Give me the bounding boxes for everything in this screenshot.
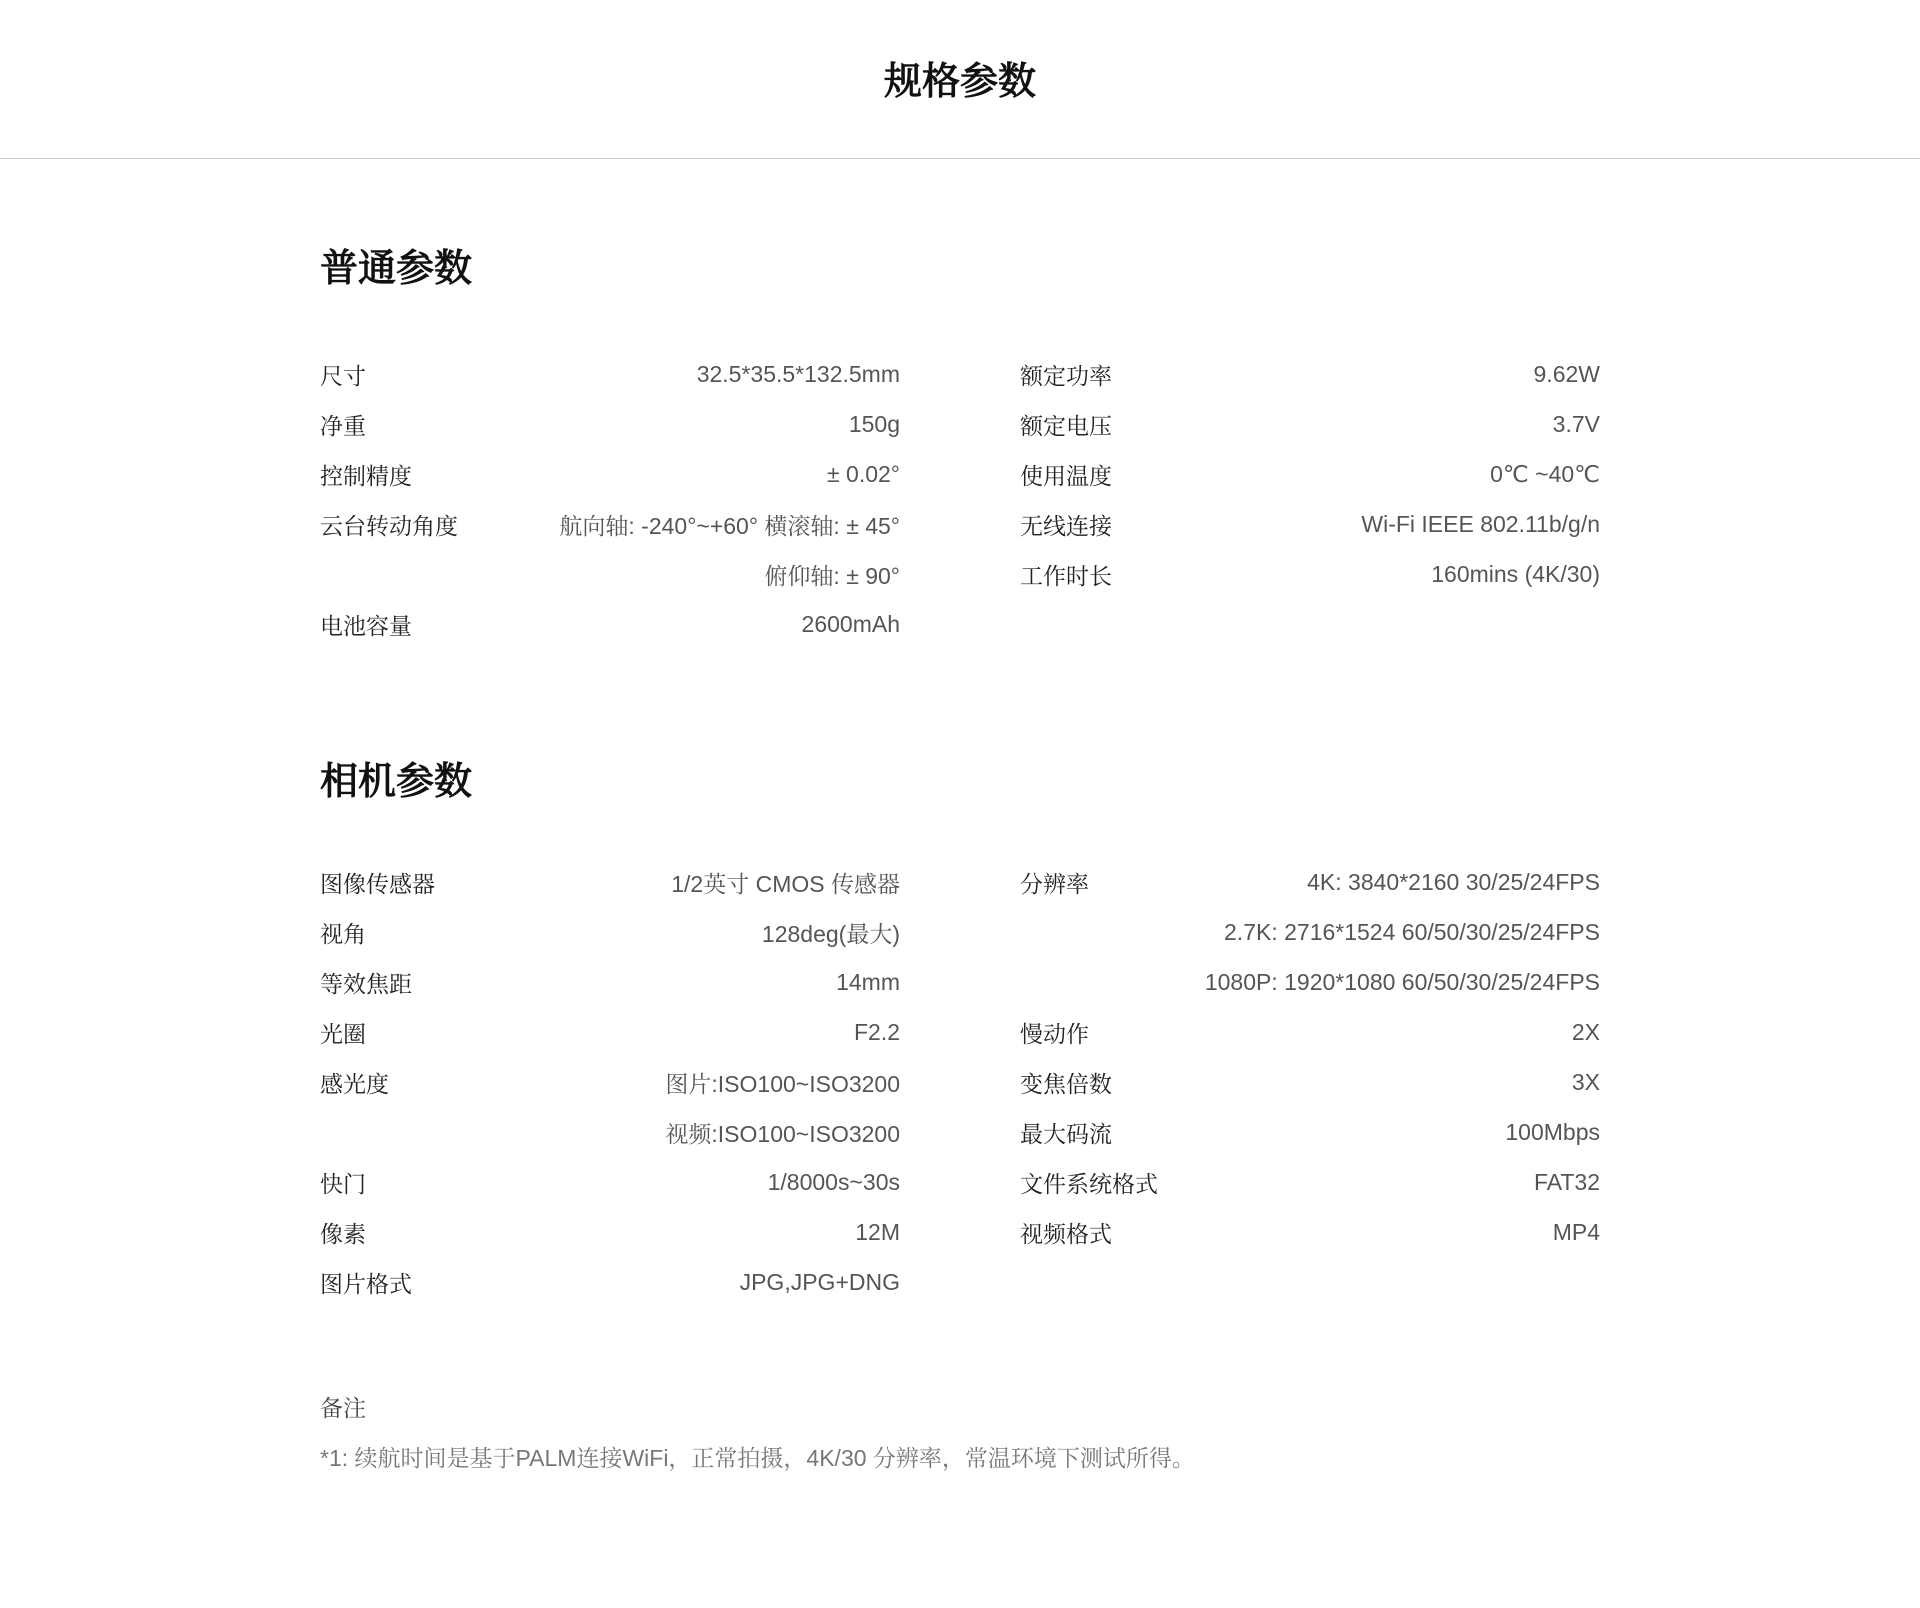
- spec-label: 感光度: [320, 1070, 389, 1097]
- spec-value: 视频:ISO100~ISO3200: [665, 1120, 900, 1147]
- spec-row: [1020, 1207, 1600, 1257]
- spec-row: [1020, 449, 1600, 499]
- spec-row: [1020, 349, 1600, 399]
- spec-value: 100Mbps: [1505, 1118, 1600, 1145]
- spec-row: [320, 1107, 900, 1157]
- spec-value: 128deg(最大): [761, 920, 900, 947]
- spec-row: [320, 599, 900, 649]
- spec-label: 尺寸: [320, 362, 366, 389]
- spec-value: JPG,JPG+DNG: [739, 1268, 900, 1295]
- spec-value: 150g: [848, 410, 900, 437]
- spec-label: 云台转动角度: [320, 512, 458, 539]
- spec-value: Wi-Fi IEEE 802.11b/g/n: [1361, 510, 1600, 537]
- spec-row: [320, 1207, 900, 1257]
- camera-right-column: [1020, 857, 1600, 1257]
- spec-label: 电池容量: [320, 612, 412, 639]
- spec-value: 4K: 3840*2160 30/25/24FPS: [1307, 868, 1600, 895]
- spec-value: 2.7K: 2716*1524 60/50/30/25/24FPS: [1224, 918, 1600, 945]
- spec-row: [1020, 1157, 1600, 1207]
- spec-row: [320, 1257, 900, 1307]
- general-right-column: [1020, 349, 1600, 599]
- spec-label: 视频格式: [1020, 1220, 1112, 1247]
- spec-row: [1020, 1107, 1600, 1157]
- spec-label: 图片格式: [320, 1270, 412, 1297]
- spec-row: [1020, 857, 1600, 907]
- spec-value: 2600mAh: [801, 610, 900, 637]
- spec-row: [320, 1057, 900, 1107]
- spec-row: [320, 399, 900, 449]
- spec-value: 2X: [1571, 1018, 1600, 1045]
- page-header: [0, 0, 1920, 159]
- spec-row: [320, 1007, 900, 1057]
- spec-row: [320, 957, 900, 1007]
- spec-label: 额定功率: [1020, 362, 1112, 389]
- spec-value: 俯仰轴: ± 90°: [764, 562, 900, 589]
- spec-row: [320, 499, 900, 549]
- spec-value: 160mins (4K/30): [1431, 560, 1600, 587]
- spec-label: 净重: [320, 412, 366, 439]
- spec-value: 12M: [855, 1218, 900, 1245]
- spec-value: 图片:ISO100~ISO3200: [665, 1070, 900, 1097]
- spec-label: 最大码流: [1020, 1120, 1112, 1147]
- spec-row: [1020, 1007, 1600, 1057]
- spec-label: 像素: [320, 1220, 366, 1247]
- spec-label: 无线连接: [1020, 512, 1112, 539]
- spec-row: [320, 349, 900, 399]
- spec-row: [1020, 549, 1600, 599]
- spec-row: [1020, 1057, 1600, 1107]
- spec-value: F2.2: [853, 1018, 900, 1045]
- spec-label: 工作时长: [1020, 562, 1112, 589]
- spec-label: 使用温度: [1020, 462, 1112, 489]
- spec-row: [320, 549, 900, 599]
- notes-text: *1: 续航时间是基于PALM连接WiFi，正常拍摄，4K/30 分辨率，常温环境下测试所得。: [320, 1445, 1195, 1471]
- spec-row: [320, 857, 900, 907]
- spec-value: ± 0.02°: [827, 460, 900, 487]
- spec-label: 快门: [320, 1170, 366, 1197]
- spec-label: 变焦倍数: [1020, 1070, 1112, 1097]
- spec-value: FAT32: [1533, 1168, 1600, 1195]
- camera-section-title: 相机参数: [320, 761, 473, 803]
- general-left-column: [320, 349, 900, 649]
- spec-label: 图像传感器: [320, 870, 435, 897]
- spec-value: 1/2英寸 CMOS 传感器: [671, 870, 900, 897]
- spec-value: 9.62W: [1533, 360, 1600, 387]
- page-title: 规格参数: [883, 60, 1036, 103]
- spec-label: 额定电压: [1020, 412, 1112, 439]
- notes-title: 备注: [320, 1395, 366, 1421]
- spec-row: [1020, 907, 1600, 957]
- spec-value: 1/8000s~30s: [767, 1168, 900, 1195]
- spec-value: 1080P: 1920*1080 60/50/30/25/24FPS: [1204, 968, 1600, 995]
- spec-label: 控制精度: [320, 462, 412, 489]
- spec-row: [1020, 499, 1600, 549]
- spec-row: [320, 449, 900, 499]
- spec-label: 光圈: [320, 1020, 366, 1047]
- general-section-title: 普通参数: [320, 248, 473, 290]
- spec-value: MP4: [1552, 1218, 1600, 1245]
- spec-label: 分辨率: [1020, 870, 1089, 897]
- camera-left-column: [320, 857, 900, 1307]
- spec-value: 3.7V: [1552, 410, 1600, 437]
- spec-value: 航向轴: -240°~+60° 横滚轴: ± 45°: [559, 512, 900, 539]
- spec-row: [320, 1157, 900, 1207]
- spec-label: 慢动作: [1020, 1020, 1089, 1047]
- spec-row: [320, 907, 900, 957]
- spec-value: 0℃ ~40℃: [1490, 460, 1600, 487]
- spec-value: 14mm: [836, 968, 900, 995]
- spec-value: 32.5*35.5*132.5mm: [696, 360, 900, 387]
- spec-value: 3X: [1571, 1068, 1600, 1095]
- spec-label: 等效焦距: [320, 970, 412, 997]
- spec-row: [1020, 957, 1600, 1007]
- spec-label: 文件系统格式: [1020, 1170, 1158, 1197]
- spec-label: 视角: [320, 920, 366, 947]
- spec-row: [1020, 399, 1600, 449]
